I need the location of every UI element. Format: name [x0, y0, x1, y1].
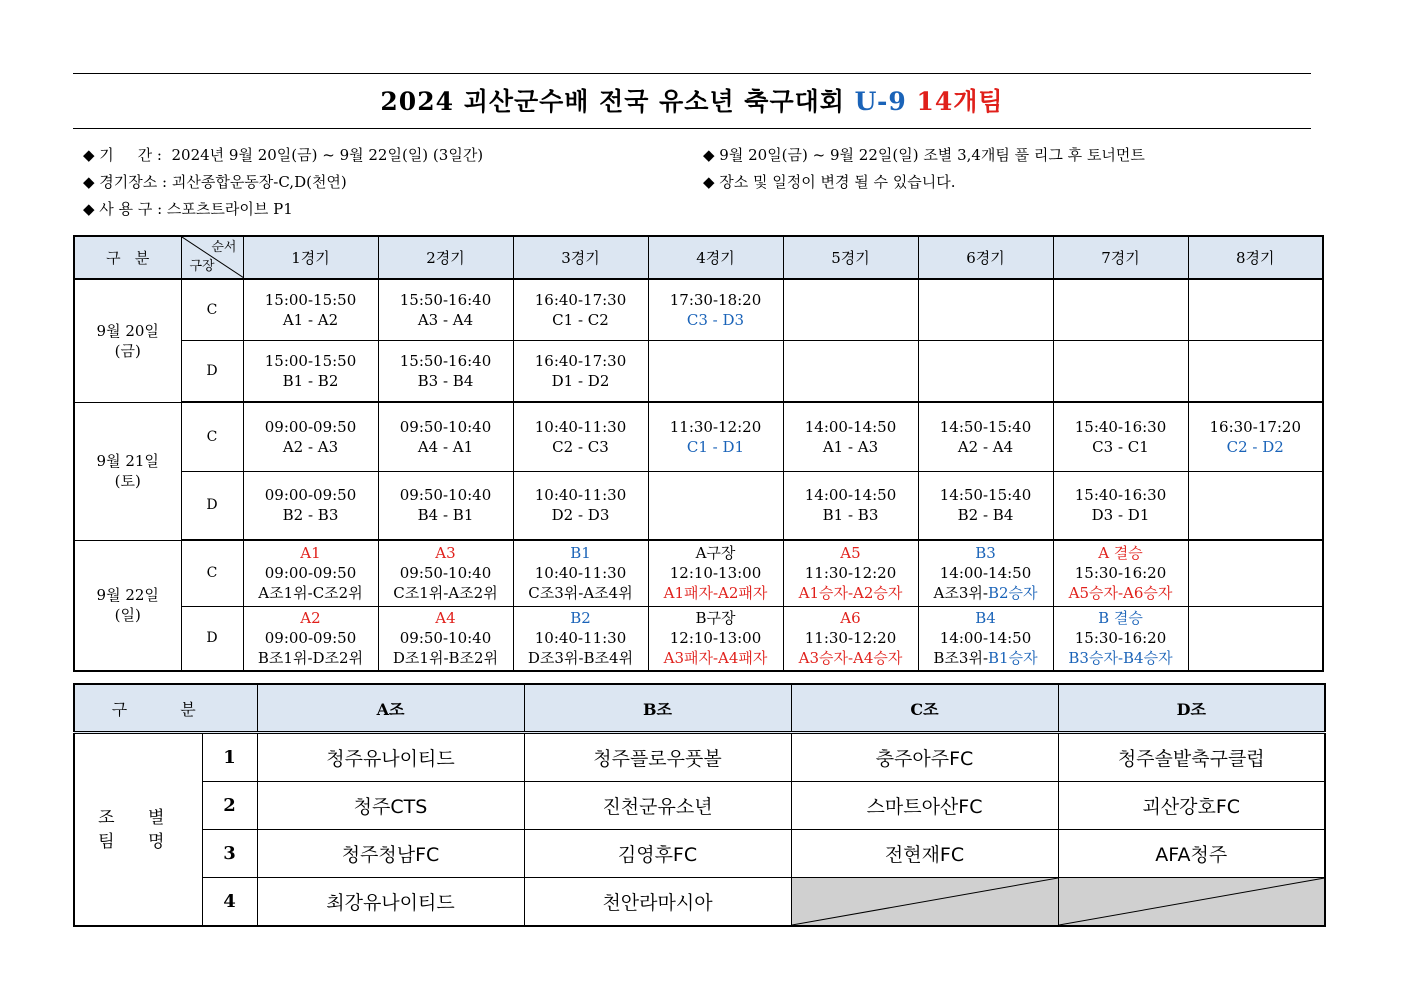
team-name: 괴산강호FC: [1058, 782, 1325, 830]
group-header-a: A조: [257, 684, 524, 733]
match-line: 15:00-15:50: [264, 351, 357, 370]
match-line: 12:10-13:00: [669, 629, 762, 648]
match-line: D2 - D3: [551, 506, 610, 525]
match-line: B1 - B3: [822, 506, 879, 525]
match-line: D3 - D1: [1091, 506, 1150, 525]
match-line: A2 - A4: [957, 437, 1014, 456]
day-date: 9월 20일: [96, 321, 159, 340]
match-cell: [1188, 340, 1323, 402]
match-line: A1 - A3: [822, 437, 879, 456]
team-name: 청주유나이티드: [257, 733, 524, 782]
game-header-1: 1경기: [243, 236, 378, 279]
match-line: A2 - A3: [282, 437, 339, 456]
match-line: 14:00-14:50: [939, 629, 1032, 648]
empty-slot: [791, 878, 1058, 927]
match-line: B3승자-B4승자: [1068, 649, 1173, 668]
match-line: D조3위-B조4위: [527, 649, 634, 668]
team-row-number: 1: [202, 733, 257, 782]
match-cell: [783, 540, 918, 606]
match-cell: [243, 279, 378, 340]
match-cell: [648, 279, 783, 340]
schedule-row: [74, 471, 1323, 540]
schedule-header-category: 구 분: [74, 236, 181, 279]
team-name: 청주청남FC: [257, 830, 524, 878]
match-line: A1승자-A2승자: [798, 584, 903, 603]
schedule-row: [74, 340, 1323, 402]
match-line: 14:00-14:50: [804, 486, 897, 505]
match-cell: [243, 471, 378, 540]
schedule-body: [74, 279, 1323, 671]
match-cell: [918, 606, 1053, 671]
top-rule: [73, 73, 1311, 74]
empty-slot-diagonal: [1059, 878, 1325, 925]
schedule-table: [73, 235, 1324, 672]
match-cell: [648, 471, 783, 540]
match-line: 09:00-09:50: [264, 417, 357, 436]
team-row: [74, 878, 1325, 927]
match-label: A5: [840, 544, 861, 563]
match-cell: [378, 340, 513, 402]
match-label: B 결승: [1098, 609, 1143, 628]
schedule-row: [74, 402, 1323, 471]
match-label: B구장: [695, 609, 736, 628]
game-header-7: 7경기: [1053, 236, 1188, 279]
match-cell: [378, 279, 513, 340]
match-cell: [1053, 402, 1188, 471]
side-label-line: 팀 명: [98, 831, 179, 852]
match-line: A조1위-C조2위: [258, 584, 363, 603]
match-cell: [1188, 606, 1323, 671]
match-label: B4: [975, 609, 996, 628]
group-header-d: D조: [1058, 684, 1325, 733]
match-label: A구장: [695, 544, 736, 563]
match-cell: [783, 471, 918, 540]
day-label: [74, 402, 181, 540]
header-field-label: 구장: [189, 259, 215, 274]
match-cell: [243, 402, 378, 471]
match-cell: [783, 279, 918, 340]
match-cell: [648, 340, 783, 402]
match-line: 09:50-10:40: [399, 564, 492, 583]
match-label: A1: [300, 544, 321, 563]
day-date: 9월 22일: [96, 586, 159, 605]
match-line: B조1위-D조2위: [257, 649, 364, 668]
match-cell: [513, 340, 648, 402]
match-cell: [378, 606, 513, 671]
match-line: B2 - B3: [282, 506, 339, 525]
match-cell: [1053, 540, 1188, 606]
match-line: 15:40-16:30: [1074, 417, 1167, 436]
side-label-line: 조 별: [98, 807, 179, 828]
match-cell: [648, 402, 783, 471]
match-cell: [1053, 606, 1188, 671]
match-line: 15:50-16:40: [399, 290, 492, 309]
group-side-label: [74, 733, 202, 927]
game-header-2: 2경기: [378, 236, 513, 279]
match-text-part: A조3위-: [933, 584, 988, 603]
field-label: D: [181, 606, 243, 671]
match-line: 09:50-10:40: [399, 629, 492, 648]
match-line: 15:50-16:40: [399, 351, 492, 370]
team-row-number: 3: [202, 830, 257, 878]
match-line: 10:40-11:30: [534, 564, 627, 583]
team-name: 청주플로우풋볼: [524, 733, 791, 782]
match-line: [919, 648, 1053, 668]
page-title: [73, 82, 1311, 118]
match-cell: [513, 540, 648, 606]
match-line: 10:40-11:30: [534, 417, 627, 436]
match-line: 14:00-14:50: [804, 417, 897, 436]
title-bottom-rule: [73, 128, 1311, 129]
match-line: 10:40-11:30: [534, 629, 627, 648]
team-name: 천안라마시아: [524, 878, 791, 927]
match-line: 11:30-12:20: [804, 564, 897, 583]
game-header-4: 4경기: [648, 236, 783, 279]
match-line: B4 - B1: [417, 506, 474, 525]
empty-slot: [1058, 878, 1325, 927]
match-cell: [918, 279, 1053, 340]
match-cell: [918, 471, 1053, 540]
match-cell: [783, 340, 918, 402]
day-weekday: (일): [114, 606, 141, 625]
match-line: 14:00-14:50: [939, 564, 1032, 583]
team-row: [74, 782, 1325, 830]
match-label: A4: [435, 609, 456, 628]
match-line: 10:40-11:30: [534, 486, 627, 505]
info-notice: ◆ 장소 및 일정이 변경 될 수 있습니다.: [703, 173, 956, 191]
match-cell: [378, 402, 513, 471]
match-line: B2 - B4: [957, 506, 1014, 525]
match-line: 09:00-09:50: [264, 486, 357, 505]
match-cell: [1053, 340, 1188, 402]
match-cell: [918, 402, 1053, 471]
match-line: C조3위-A조4위: [528, 584, 633, 603]
match-line: B1 - B2: [282, 371, 339, 390]
match-line: 16:30-17:20: [1209, 417, 1302, 436]
field-label: D: [181, 471, 243, 540]
match-label: B3: [975, 544, 996, 563]
match-line: 09:50-10:40: [399, 417, 492, 436]
title-team-count: 14개팀: [916, 87, 1004, 116]
team-name: 스마트아산FC: [791, 782, 1058, 830]
match-cell: [378, 540, 513, 606]
match-line: C3 - D3: [686, 310, 745, 329]
match-cell: [1188, 471, 1323, 540]
match-text-part: B조3위-: [933, 649, 989, 668]
match-cell: [513, 279, 648, 340]
team-row-number: 2: [202, 782, 257, 830]
match-line: 15:30-16:20: [1074, 564, 1167, 583]
match-line: 09:50-10:40: [399, 486, 492, 505]
match-line: 12:10-13:00: [669, 564, 762, 583]
match-line: A5승자-A6승자: [1068, 584, 1173, 603]
team-row-number: 4: [202, 878, 257, 927]
schedule-row: [74, 279, 1323, 340]
team-row: [74, 733, 1325, 782]
match-line: 17:30-18:20: [669, 290, 762, 309]
match-cell: [783, 402, 918, 471]
game-header-3: 3경기: [513, 236, 648, 279]
match-cell: [648, 540, 783, 606]
match-cell: [378, 471, 513, 540]
match-cell: [1053, 471, 1188, 540]
empty-slot-diagonal: [792, 878, 1058, 925]
group-header-c: C조: [791, 684, 1058, 733]
match-line: 16:40-17:30: [534, 351, 627, 370]
field-label: C: [181, 279, 243, 340]
info-ball: ◆ 사 용 구 : 스포츠트라이브 P1: [83, 200, 293, 218]
match-label: A6: [840, 609, 861, 628]
field-label: C: [181, 540, 243, 606]
match-cell: [1188, 402, 1323, 471]
match-line: 16:40-17:30: [534, 290, 627, 309]
group-header-b: B조: [524, 684, 791, 733]
match-cell: [1188, 279, 1323, 340]
match-text-part: B2승자: [987, 584, 1038, 603]
match-line: C3 - C1: [1092, 437, 1149, 456]
team-name: AFA청주: [1058, 830, 1325, 878]
match-line: 11:30-12:20: [669, 417, 762, 436]
team-name: 충주아주FC: [791, 733, 1058, 782]
match-line: C1 - C2: [552, 310, 609, 329]
match-line: A1 - A2: [282, 310, 339, 329]
match-cell: [513, 471, 648, 540]
match-line: 09:00-09:50: [264, 629, 357, 648]
info-format: ◆ 9월 20일(금) ~ 9월 22일(일) 조별 3,4개팀 풀 리그 후 토너먼트: [703, 146, 1145, 164]
team-name: 진천군유소년: [524, 782, 791, 830]
day-weekday: (토): [114, 472, 141, 490]
match-cell: [243, 340, 378, 402]
match-line: 15:30-16:20: [1074, 629, 1167, 648]
match-cell: [1188, 540, 1323, 606]
match-cell: [243, 606, 378, 671]
match-line: 15:40-16:30: [1074, 486, 1167, 505]
day-date: 9월 21일: [96, 452, 159, 470]
match-cell: [783, 606, 918, 671]
team-name: 전현재FC: [791, 830, 1058, 878]
teams-table: [73, 683, 1326, 927]
team-name: 최강유나이티드: [257, 878, 524, 927]
match-line: 14:50-15:40: [939, 486, 1032, 505]
match-line: 14:50-15:40: [939, 417, 1032, 436]
match-line: A3 - A4: [417, 310, 474, 329]
match-text-part: B1승자: [988, 649, 1038, 668]
match-line: C1 - D1: [686, 437, 745, 456]
match-label: A2: [300, 609, 321, 628]
teams-header-category: 구 분: [74, 684, 257, 733]
schedule-header-corner: [181, 236, 243, 279]
team-name: 청주CTS: [257, 782, 524, 830]
game-header-5: 5경기: [783, 236, 918, 279]
match-cell: [648, 606, 783, 671]
team-row: [74, 830, 1325, 878]
match-cell: [918, 540, 1053, 606]
match-label: A 결승: [1098, 544, 1143, 563]
info-venue: ◆ 경기장소 : 괴산종합운동장-C,D(천연): [83, 173, 347, 191]
day-label: [74, 279, 181, 402]
day-weekday: (금): [114, 341, 141, 360]
match-line: 09:00-09:50: [264, 564, 357, 583]
match-line: [919, 583, 1053, 603]
match-line: C2 - C3: [552, 437, 609, 456]
field-label: D: [181, 340, 243, 402]
title-main: 2024 괴산군수배 전국 유소년 축구대회: [380, 87, 845, 116]
match-line: 15:00-15:50: [264, 290, 357, 309]
schedule-row: [74, 540, 1323, 606]
match-line: A3패자-A4패자: [663, 649, 768, 668]
info-period: ◆ 기 간 : 2024년 9월 20일(금) ~ 9월 22일(일) (3일간): [83, 146, 484, 164]
title-division: U-9: [854, 87, 907, 116]
match-line: C2 - D2: [1226, 437, 1284, 456]
match-cell: [1053, 279, 1188, 340]
match-cell: [918, 340, 1053, 402]
match-line: 11:30-12:20: [804, 629, 897, 648]
schedule-row: [74, 606, 1323, 671]
game-header-6: 6경기: [918, 236, 1053, 279]
game-header-8: 8경기: [1188, 236, 1323, 279]
match-line: D1 - D2: [551, 371, 610, 390]
day-label: [74, 540, 181, 671]
match-line: A1패자-A2패자: [663, 584, 768, 603]
match-label: B1: [570, 544, 591, 563]
teams-body: [74, 733, 1325, 927]
match-cell: [513, 402, 648, 471]
team-name: 청주솔밭축구클럽: [1058, 733, 1325, 782]
match-label: B2: [570, 609, 591, 628]
team-name: 김영후FC: [524, 830, 791, 878]
match-cell: [513, 606, 648, 671]
header-order-label: 순서: [211, 240, 237, 255]
match-cell: [243, 540, 378, 606]
field-label: C: [181, 402, 243, 471]
match-line: A4 - A1: [417, 437, 474, 456]
match-line: C조1위-A조2위: [393, 584, 498, 603]
match-label: A3: [435, 544, 456, 563]
match-line: B3 - B4: [417, 371, 474, 390]
match-line: A3승자-A4승자: [798, 649, 903, 668]
match-line: D조1위-B조2위: [392, 649, 499, 668]
